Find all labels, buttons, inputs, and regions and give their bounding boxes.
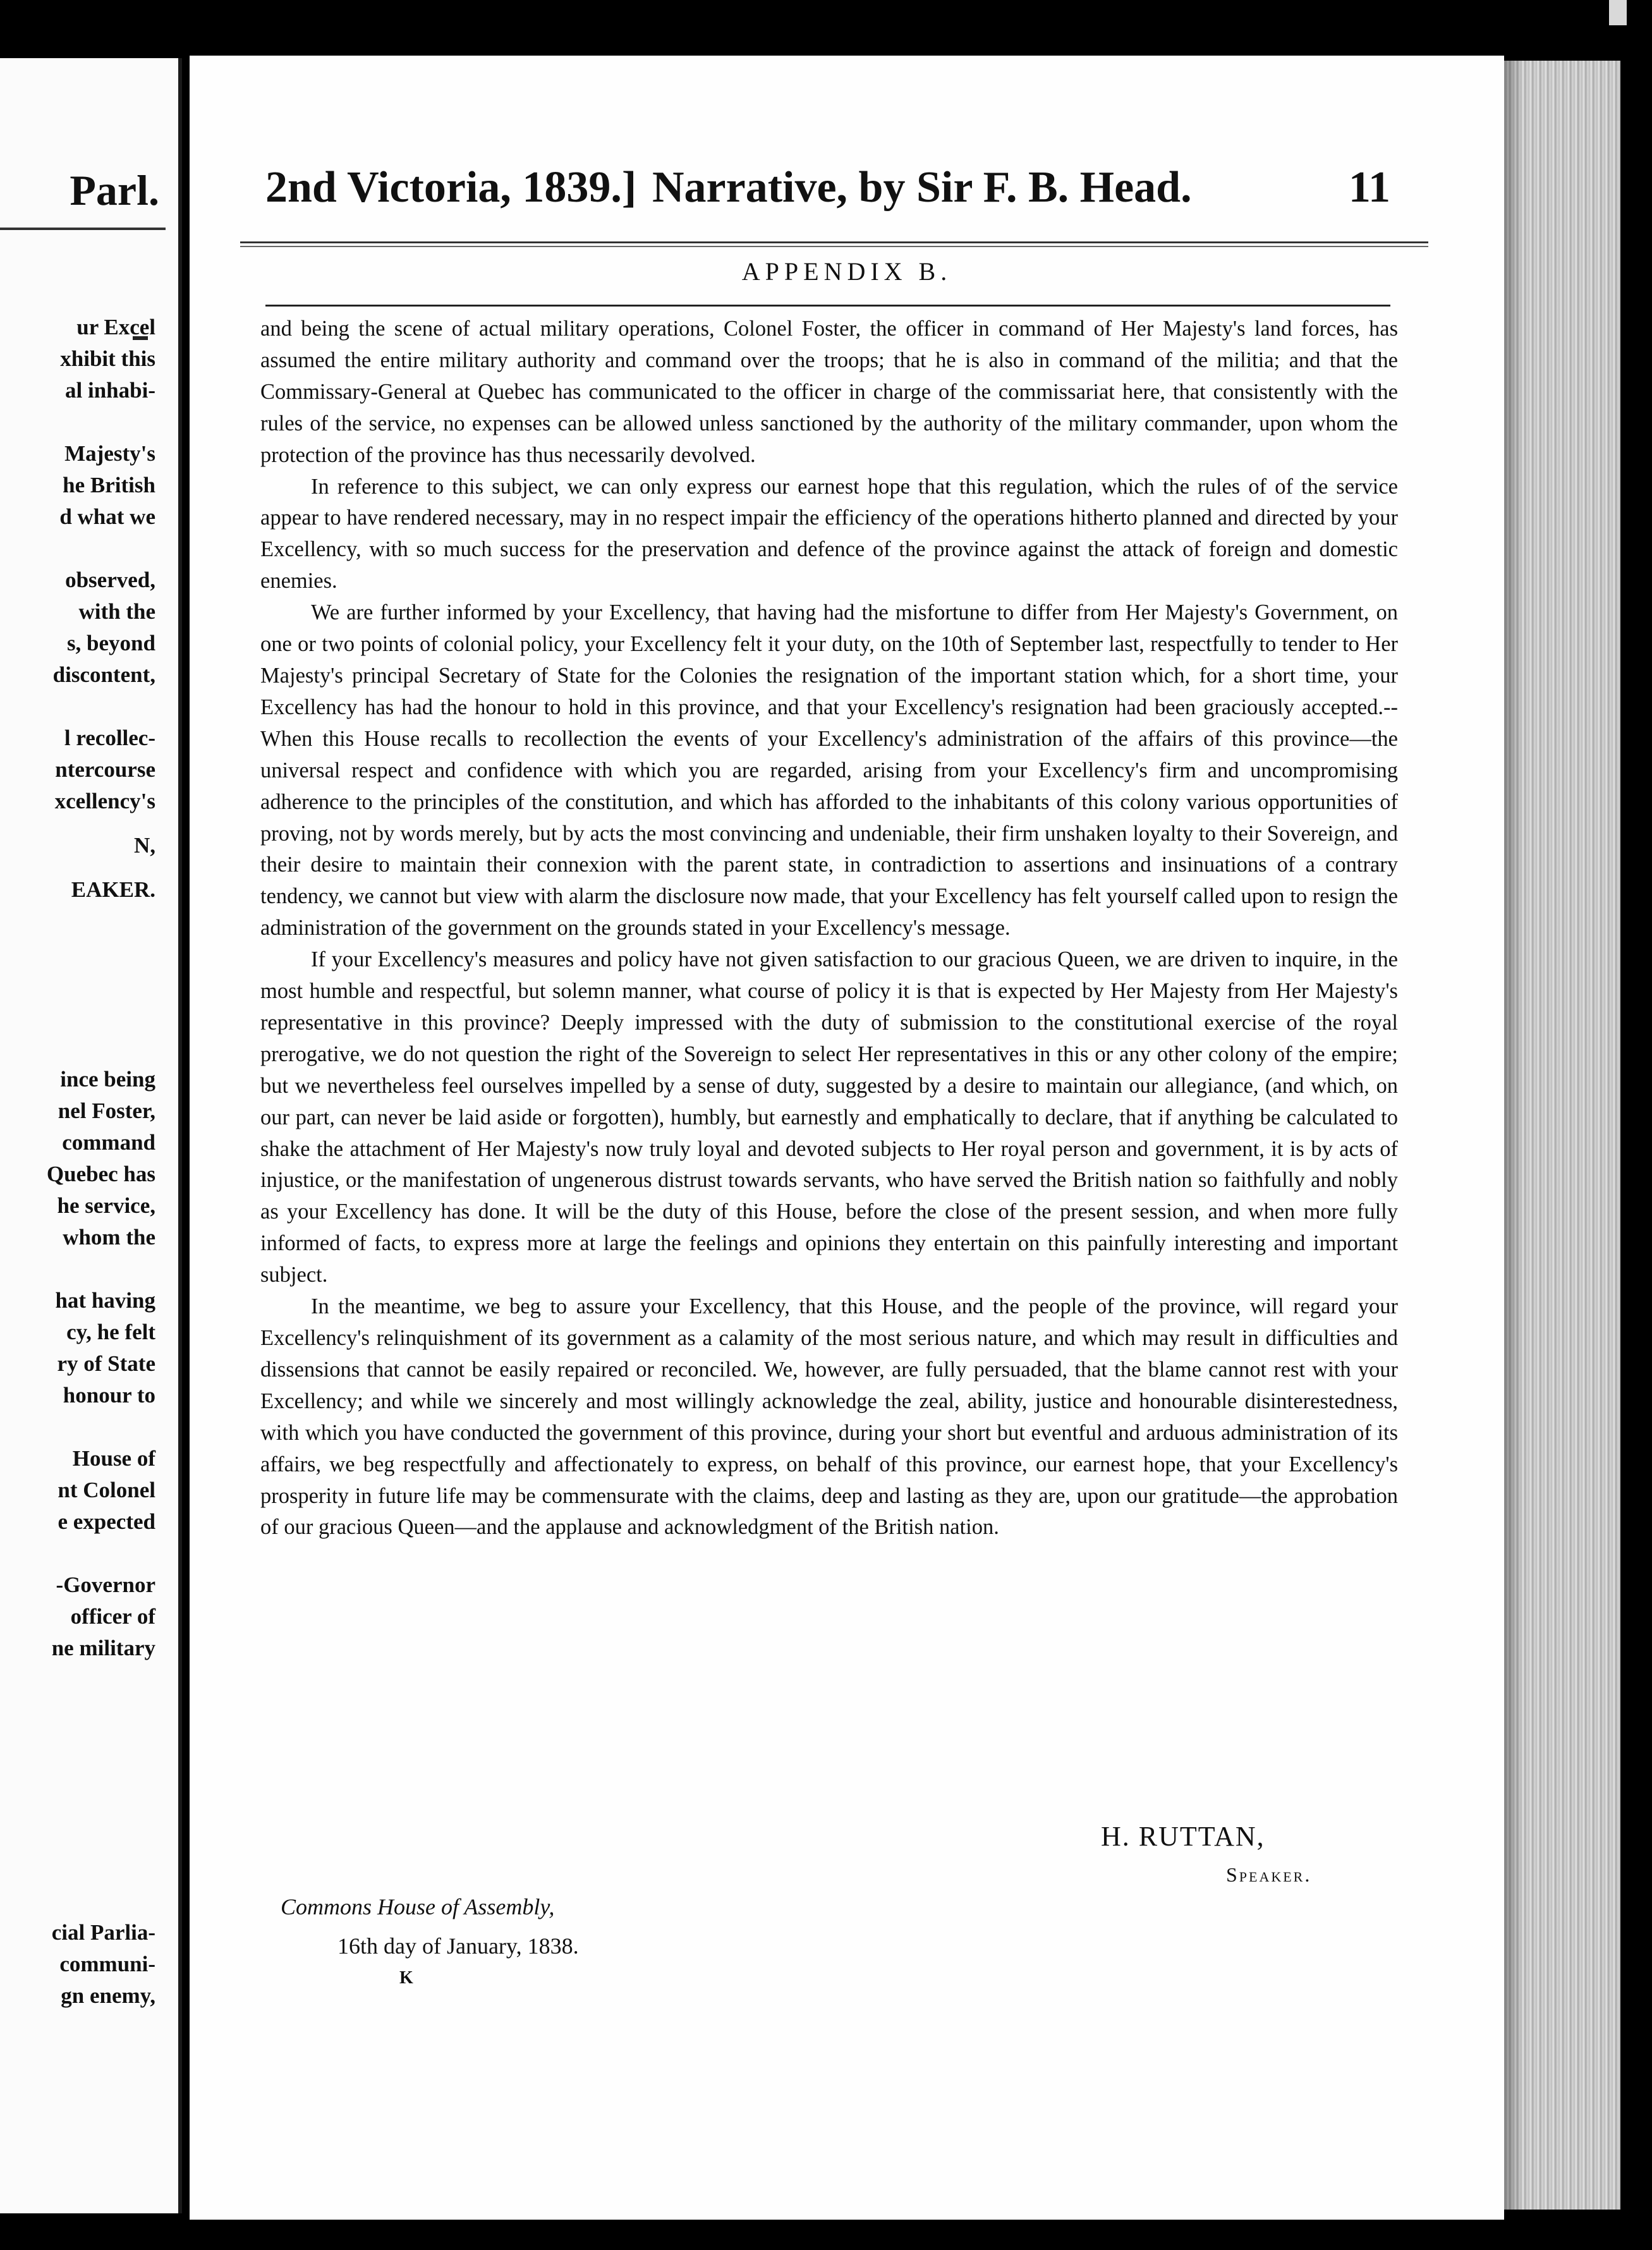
previous-page-line: communi- [59, 1952, 155, 1976]
previous-page-line: gn enemy, [61, 1983, 155, 2008]
header-volume: 2nd Victoria, 1839.] [265, 163, 637, 212]
dateline-place: Commons House of Assembly, [281, 1894, 555, 1919]
previous-page-line: cy, he felt [66, 1320, 155, 1344]
signatory-name: H. RUTTAN, [1101, 1821, 1265, 1852]
previous-page-line: e expected [58, 1509, 155, 1534]
paragraph: In the meantime, we beg to assure your Excellency, that this House, and the people of the province, will regard your Excellency's relinquishment of its government as a calamity of the most serious nature, and which may result in difficulties and dissensions that cannot be easily repaired or reconciled. We, however, are fully persuaded, that the blame cannot rest with your Excellency; and while we sincerely and most willingly acknowledge the zeal, ability, justice and honourable disinterestedness, with which you have conducted the government of this province, during your short but eventful and arduous administration of its affairs, we beg respectfully and affectionately to express, on behalf of this province, our earnest hope, that your Excellency's prosperity in future life may be commensurate with the claims, deep and lasting as they are, upon our gratitude—the approbation of our gracious Queen—and the applause and acknowledgment of the British nation. [260, 1294, 1398, 1540]
previous-page-line: ry of State [57, 1351, 155, 1376]
previous-page-rule [0, 228, 166, 230]
previous-page-line: xhibit this [60, 346, 155, 371]
previous-page-line: ne military [51, 1636, 155, 1660]
running-header [265, 159, 1390, 216]
previous-page-line: nel Foster, [58, 1098, 155, 1123]
document-page [190, 56, 1504, 2220]
previous-page-line: Majesty's [64, 441, 155, 466]
appendix-rule [265, 305, 1390, 307]
previous-page-line: House of [72, 1446, 155, 1471]
previous-page-line: nt Colonel [58, 1478, 155, 1502]
previous-page-line: cial Parlia- [51, 1920, 155, 1945]
dateline-date: 16th day of January, 1838. [337, 1933, 579, 1959]
header-rule [240, 241, 1428, 247]
previous-page-line: honour to [63, 1383, 155, 1408]
paragraph: and being the scene of actual military operations, Colonel Foster, the officer in command of Her Majesty's land forces, has assumed the entire military authority and command over the troops; that he is also in command of the militia; and that the Commissary-General at Quebec has communicated to the officer in charge of the commissariat here, that consistently with the rules of the service, no expenses can be allowed unless sanctioned by the authority of the military commander, upon whom the protection of the province has thus necessarily devolved. [260, 317, 1398, 467]
previous-page-line: whom the [63, 1225, 155, 1250]
previous-page-line: officer of [70, 1604, 155, 1629]
signature-mark: K [399, 1968, 413, 1988]
page-edge-shadow [1504, 61, 1523, 2210]
previous-page-line: d what we [59, 504, 155, 529]
previous-page-line: EAKER. [71, 877, 155, 902]
header-title: Narrative, by Sir F. B. Head. [652, 163, 1192, 212]
previous-page-line: he British [63, 473, 155, 497]
previous-page-line: discontent, [52, 662, 155, 687]
previous-page-line: N, [133, 833, 155, 858]
page-number: 11 [1348, 163, 1390, 212]
previous-page-line: -Governor [56, 1572, 155, 1597]
body-text [260, 313, 1398, 1543]
previous-page-line: hat having [55, 1288, 155, 1313]
previous-page-line: l recollec- [64, 726, 155, 750]
previous-page-line: observed, [65, 568, 155, 592]
previous-page-line: Quebec has [46, 1162, 155, 1186]
paragraph: In reference to this subject, we can only express our earnest hope that this regulation, which the rules of of the service appear to have rendered necessary, may in no respect impair the efficiency of the operations hitherto planned and directed by your Excellency, with so much success for the preservation and defence of the province against the attack of foreign and domestic enemies. [260, 474, 1398, 593]
previous-page-line: ince being [60, 1067, 155, 1092]
previous-page-line: he service, [57, 1193, 155, 1218]
previous-page-line: s, beyond [66, 631, 155, 655]
paragraph: If your Excellency's measures and policy have not given satisfaction to our gracious Queen, we are driven to inquire, in the most humble and respectful, but solemn manner, what course of policy it is that is expected by Her Majesty from Her Majesty's representative in this province? Deeply impressed with the duty of submission to the constitutional exercise of the royal prerogative, we do not question the right of the Sovereign to select Her representatives in this or any other colony of the empire; but we nevertheless feel ourselves impelled by a sense of duty, suggested by a desire to maintain our allegiance, (and which, on our part, can never be laid aside or forgotten), humbly, but earnestly and emphatically to declare, that if anything be calculated to shake the attachment of Her Majesty's now truly loyal and devoted subjects to Her royal person and government, it is by acts of injustice, or the manifestation of ungenerous distrust towards servants, who have served the British nation so faithfully and nobly as your Excellency has done. It will be the duty of this House, before the close of the present session, and when more fully informed of facts, to express more at large the feelings and opinions they entertain on this painfully interesting and important subject. [260, 947, 1398, 1287]
signatory-title: Speaker. [1226, 1863, 1312, 1886]
previous-page-line: with the [78, 599, 155, 624]
previous-page-line: al inhabi- [65, 378, 155, 403]
previous-page-line: ntercourse [55, 757, 155, 782]
appendix-title: APPENDIX B. [741, 257, 952, 286]
previous-page-fragment [0, 58, 182, 2213]
paragraph: We are further informed by your Excellency, that having had the misfortune to differ from Her Majesty's Government, on one or two points of colonial policy, your Excellency felt it your duty, on the 10th of September last, respectfully to tender to Her Majesty's principal Secretary of State for the Colonies the resignation of the important station which, for a short time, your Excellency has had the honour to hold in this province, and that your Excellency's resignation had been graciously accepted.--When this House recalls to recollection the events of your Excellency's administration of the affairs of this province—the universal respect and confidence with which you are regarded, arising from your Excellency's firm and uncompromising adherence to the principles of the constitution, and which has afforded to the inhabitants of this colony various opportunities of proving, not by words merely, but by acts the most convincing and undeniable, their firm unshaken loyalty to their Sovereign, and their desire to maintain their connexion with the parent state, in contradiction to assertions and insinuations of a contrary tendency, we cannot but view with alarm the disclosure now made, that your Excellency has felt yourself called upon to resign the administration of the government on the grounds stated in your Excellency's message. [260, 600, 1398, 940]
previous-page-line: ur Excel [76, 315, 155, 339]
previous-page-header: Parl. [70, 166, 159, 214]
scan-corner-mark [1609, 0, 1627, 25]
previous-page-line: xcellency's [54, 789, 155, 813]
previous-page-line: command [62, 1130, 155, 1155]
